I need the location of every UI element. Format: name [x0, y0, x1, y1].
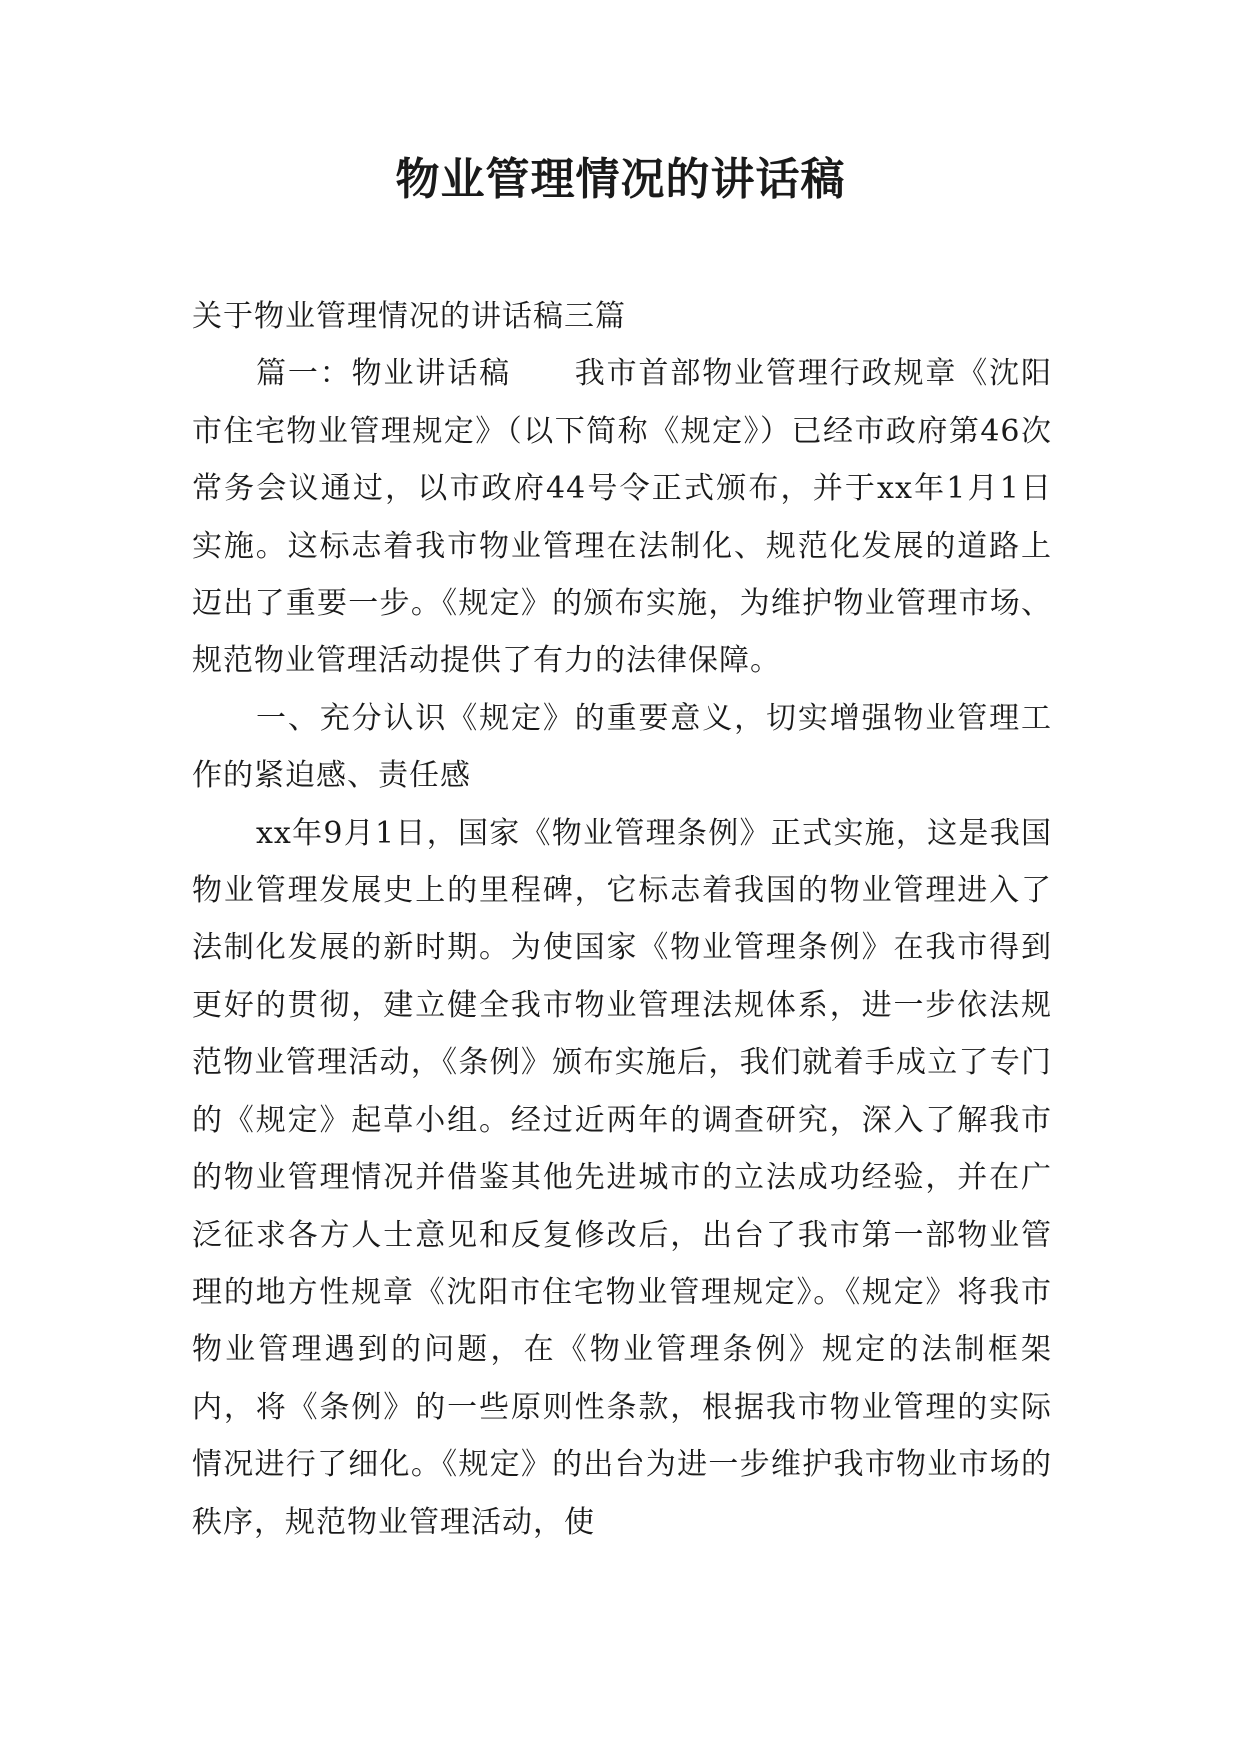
- document-body: [192, 288, 1052, 1551]
- document-title: 物业管理情况的讲话稿: [395, 154, 846, 205]
- section-heading-paragraph: 一、充分认识《规定》的重要意义，切实增强物业管理工作的紧迫感、责任感: [192, 700, 1052, 794]
- subtitle-paragraph: 关于物业管理情况的讲话稿三篇: [192, 299, 626, 334]
- body-paragraph: xx年9月1日，国家《物业管理条例》正式实施，这是我国物业管理发展史上的里程碑，它标志着我国的物业管理进入了法制化发展的新时期。为使国家《物业管理条例》在我市得到更好的贯彻，建立健全我市物业管理法规体系，进一步依法规范物业管理活动，《条例》颁布实施后，我们就着手成立了专门的《规定》起草小组。经过近两年的调查研究，深入了解我市的物业管理情况并借鉴其他先进城市的立法成功经验，并在广泛征求各方人士意见和反复修改后，出台了我市第一部物业管理的地方性规章《沈阳市住宅物业管理规定》。《规定》将我市物业管理遇到的问题，在《物业管理条例》规定的法制框架内，将《条例》的一些原则性条款，根据我市物业管理的实际情况进行了细化。《规定》的出台为进一步维护我市物业市场的秩序，规范物业管理活动，使: [192, 815, 1052, 1540]
- body-paragraph: 篇一：物业讲话稿 我市首部物业管理行政规章《沈阳市住宅物业管理规定》（以下简称《规定》）已经市政府第46次常务会议通过，以市政府44号令正式颁布，并于xx年1月1日实施。这标志着我市物业管理在法制化、规范化发展的道路上迈出了重要一步。《规定》的颁布实施，为维护物业管理市场、规范物业管理活动提供了有力的法律保障。: [192, 356, 1052, 679]
